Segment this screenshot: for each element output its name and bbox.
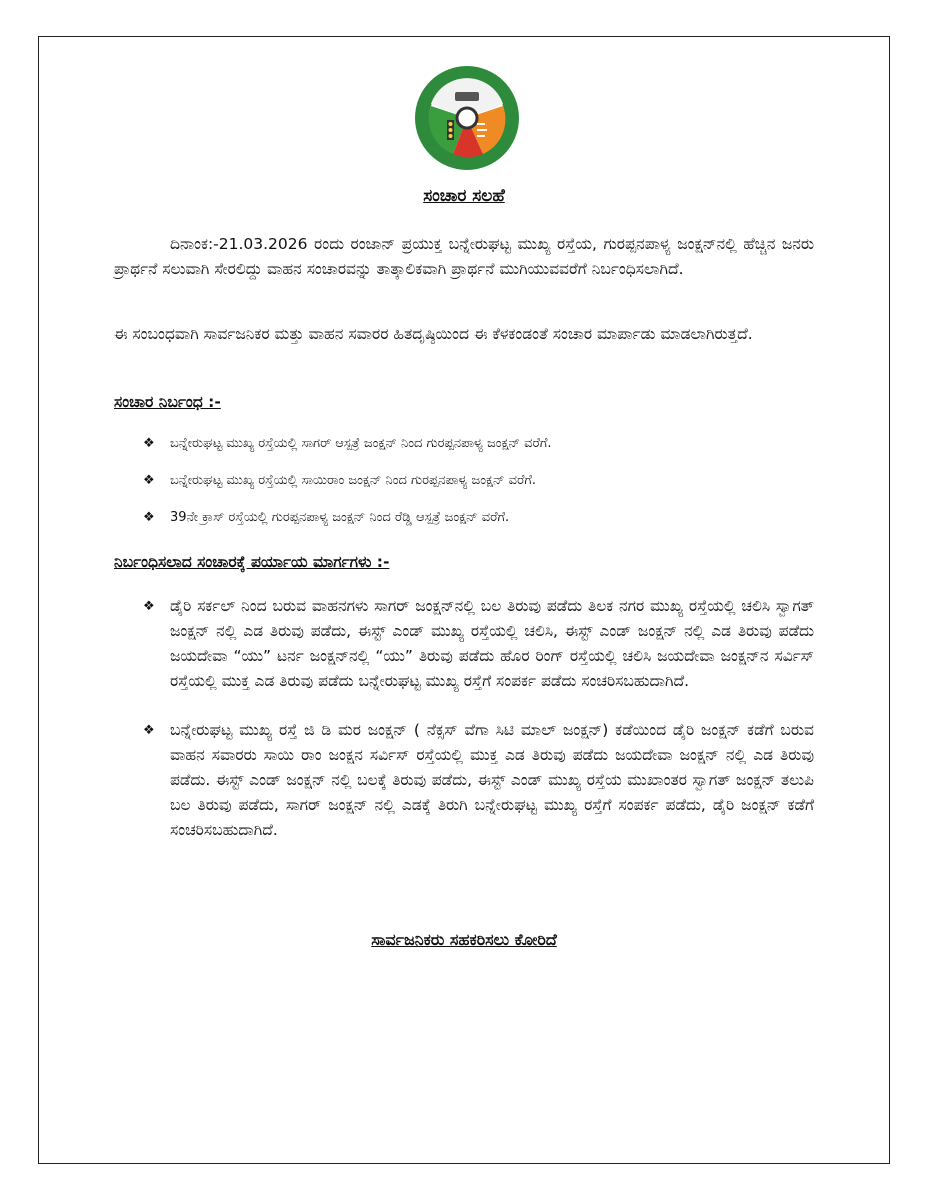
list-item: ❖ 39ನೇ ಕ್ರಾಸ್ ರಸ್ತೆಯಲ್ಲಿ ಗುರಪ್ಪನಪಾಳ್ಯ ಜಂಕ್ಷನ್ ನಿಂದ ರೆಡ್ಡಿ ಆಸ್ಪತ್ರೆ ಜಂಕ್ಷನ್ ವರೆಗೆ. — [0, 508, 928, 545]
diversion-note-paragraph: ಈ ಸಂಬಂಧವಾಗಿ ಸಾರ್ವಜನಿಕರ ಮತ್ತು ವಾಹನ ಸವಾರರ ಹಿತದೃಷ್ಠಿಯಿಂದ ಈ ಕೆಳಕಂಡಂತೆ ಸಂಚಾರ ಮಾರ್ಪಾಡು ಮಾಡಲಾಗಿರುತ್ತದೆ. — [114, 325, 753, 343]
alternate-routes-heading: ನಿರ್ಬಂಧಿಸಲಾದ ಸಂಚಾರಕ್ಕೆ ಪರ್ಯಾಯ ಮಾರ್ಗಗಳು :- — [114, 553, 390, 571]
list-item: ❖ ಡೈರಿ ಸರ್ಕಲ್ ನಿಂದ ಬರುವ ವಾಹನಗಳು ಸಾಗರ್ ಜಂಕ್ಷನ್‌ನಲ್ಲಿ ಬಲ ತಿರುವು ಪಡೆದು ತಿಲಕ ನಗರ ಮುಖ್ಯ ರಸ್ತೆಯಲ್ಲಿ ಚಲಿಸಿ ಸ್ವಾಗತ್ ಜಂಕ್ಷನ್ ನಲ್ಲಿ ಎಡ ತಿರುವು ಪಡೆದು, ಈಸ್ಟ್ ಎಂಡ್ ಮುಖ್ಯ ರಸ್ತೆಯಲ್ಲಿ ಚಲಿಸಿ, ಈಸ್ಟ್ ಎಂಡ್ ಜಂಕ್ಷನ್ ನಲ್ಲಿ ಎಡ ತಿರುವು ಪಡೆದು ಜಯದೇವಾ “ಯು” ಟರ್ನ ಜಂಕ್ಷನ್‌ನಲ್ಲಿ “ಯು” ತಿರುವು ಪಡೆದು ಹೊರ ರಿಂಗ್ ರಸ್ತೆಯಲ್ಲಿ ಚಲಿಸಿ ಜಯದೇವಾ ಜಂಕ್ಷನ್‌ನ ಸರ್ವಿಸ್ ರಸ್ತೆಯಲ್ಲಿ ಮುಕ್ತ ಎಡ ತಿರುವು ಪಡೆದು ಬನ್ನೇರುಘಟ್ಟ ಮುಖ್ಯ ರಸ್ತೆಗೆ ಸಂಪರ್ಕ ಪಡೆದು ಸಂಚರಿಸಬಹುದಾಗಿದೆ. — [0, 594, 814, 694]
advisory-title: ಸಂಚಾರ ಸಲಹೆ — [423, 186, 505, 206]
diamond-bullet-icon: ❖ — [143, 599, 155, 614]
restriction-heading: ಸಂಚಾರ ನಿರ್ಬಂಧ :- — [114, 393, 221, 411]
diamond-bullet-icon: ❖ — [143, 473, 155, 488]
bengaluru-traffic-police-logo — [413, 64, 521, 172]
list-item: ❖ ಬನ್ನೇರುಘಟ್ಟ ಮುಖ್ಯ ರಸ್ತೆ ಜಿ ಡಿ ಮರ ಜಂಕ್ಷನ್ ( ನೆಕ್ಸಸ್ ವೆಗಾ ಸಿಟಿ ಮಾಲ್ ಜಂಕ್ಷನ್) ಕಡೆಯಿಂದ ಡೈರಿ ಜಂಕ್ಷನ್ ಕಡೆಗೆ ಬರುವ ವಾಹನ ಸವಾರರು ಸಾಯಿ ರಾಂ ಜಂಕ್ಷನ ಸರ್ವಿಸ್ ರಸ್ತೆಯಲ್ಲಿ ಮುಕ್ತ ಎಡ ತಿರುವು ಪಡೆದು ಜಯದೇವಾ ಜಂಕ್ಷನ್ ನಲ್ಲಿ ಎಡ ತಿರುವು ಪಡೆದು. ಈಸ್ಟ್ ಎಂಡ್ ಜಂಕ್ಷನ್ ನಲ್ಲಿ ಬಲಕ್ಕೆ ತಿರುವು ಪಡೆದು, ಈಸ್ಟ್ ಎಂಡ್ ಮುಖ್ಯ ರಸ್ತೆಯ ಮುಖಾಂತರ ಸ್ವಾಗತ್ ಜಂಕ್ಷನ್ ತಲುಪಿ ಬಲ ತಿರುವು ಪಡೆದು, ಸಾಗರ್ ಜಂಕ್ಷನ್ ನಲ್ಲಿ ಎಡಕ್ಕೆ ತಿರುಗಿ ಬನ್ನೇರುಘಟ್ಟ ಮುಖ್ಯ ರಸ್ತೆಗೆ ಸಂಪರ್ಕ ಪಡೆದು, ಡೈರಿ ಜಂಕ್ಷನ್ ಕಡೆಗೆ ಸಂಚರಿಸಬಹುದಾಗಿದೆ. — [0, 718, 814, 843]
diamond-bullet-icon: ❖ — [143, 510, 155, 525]
closing-request: ಸಾರ್ವಜನಿಕರು ಸಹಕರಿಸಲು ಕೋರಿದೆ — [371, 930, 557, 949]
diamond-bullet-icon: ❖ — [143, 436, 155, 451]
list-item: ❖ ಬನ್ನೇರುಘಟ್ಟ ಮುಖ್ಯ ರಸ್ತೆಯಲ್ಲಿ ಸಾಯಿರಾಂ ಜಂಕ್ಷನ್ ನಿಂದ ಗುರಪ್ಪನಪಾಳ್ಯ ಜಂಕ್ಷನ್ ವರೆಗೆ. — [0, 471, 928, 508]
list-item: ❖ ಬನ್ನೇರುಘಟ್ಟ ಮುಖ್ಯ ರಸ್ತೆಯಲ್ಲಿ ಸಾಗರ್ ಆಸ್ಪತ್ರೆ ಜಂಕ್ಷನ್ ನಿಂದ ಗುರಪ್ಪನಪಾಳ್ಯ ಜಂಕ್ಷನ್ ವರೆಗೆ. — [0, 434, 928, 471]
alternate-routes-list — [0, 594, 928, 867]
restriction-list — [0, 434, 928, 545]
diamond-bullet-icon: ❖ — [143, 723, 155, 738]
intro-paragraph: ದಿನಾಂಕ:-21.03.2026 ರಂದು ರಂಜಾನ್ ಪ್ರಯುಕ್ತ ಬನ್ನೇರುಘಟ್ಟ ಮುಖ್ಯ ರಸ್ತೆಯ, ಗುರಪ್ಪನಪಾಳ್ಯ ಜಂಕ್ಷನ್‌ನಲ್ಲಿ ಹೆಚ್ಚಿನ ಜನರು ಪ್ರಾರ್ಥನೆ ಸಲುವಾಗಿ ಸೇರಲಿದ್ದು ವಾಹನ ಸಂಚಾರವನ್ನು ತಾತ್ಕಾಲಿಕವಾಗಿ ಪ್ರಾರ್ಥನೆ ಮುಗಿಯುವವರೆಗೆ ನಿರ್ಬಂಧಿಸಲಾಗಿದೆ. — [114, 235, 814, 278]
